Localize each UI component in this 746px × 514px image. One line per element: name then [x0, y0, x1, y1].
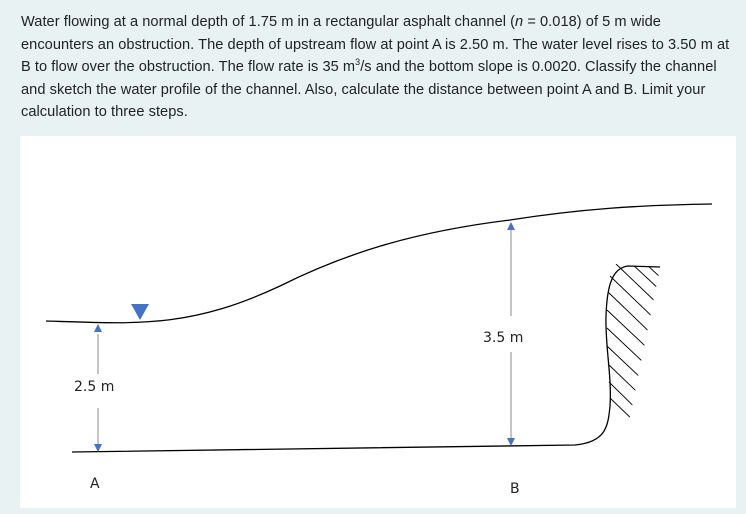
- arrowhead-down-icon: [507, 438, 515, 446]
- manning-n-symbol: n: [515, 14, 524, 30]
- point-a-label: A: [90, 476, 100, 492]
- cubic-superscript: 3: [355, 57, 361, 68]
- problem-statement: [21, 11, 737, 124]
- arrowhead-up-icon: [507, 222, 515, 230]
- channel-profile-diagram: [20, 136, 736, 508]
- diagram-panel: [20, 136, 736, 508]
- problem-text-part-3: /s and the bottom slope is 0.0020. Classify the channel and sketch the water profile of the channel. Also, calculate the distance between point A and B. Limit your calculation to three steps.: [21, 59, 717, 121]
- obstruction-hatching: [607, 264, 660, 446]
- problem-text-part-2: = 0.018) of 5 m wide encounters an obstruction. The depth of upstream flow at point A is 2.50 m. The water level rises to 3.50 m at B to flow over the obstruction. The flow rate is 35 m: [21, 14, 730, 76]
- water-level-marker-icon: [131, 304, 149, 320]
- depth-a-label: 2.5 m: [74, 379, 115, 395]
- arrowhead-down-icon: [94, 444, 102, 452]
- channel-bottom-and-obstruction: [72, 266, 660, 452]
- point-b-label: B: [510, 481, 520, 497]
- depth-b-label: 3.5 m: [483, 330, 524, 346]
- problem-text-part-1: Water flowing at a normal depth of 1.75 m in a rectangular asphalt channel (: [21, 14, 516, 30]
- arrowhead-up-icon: [94, 324, 102, 332]
